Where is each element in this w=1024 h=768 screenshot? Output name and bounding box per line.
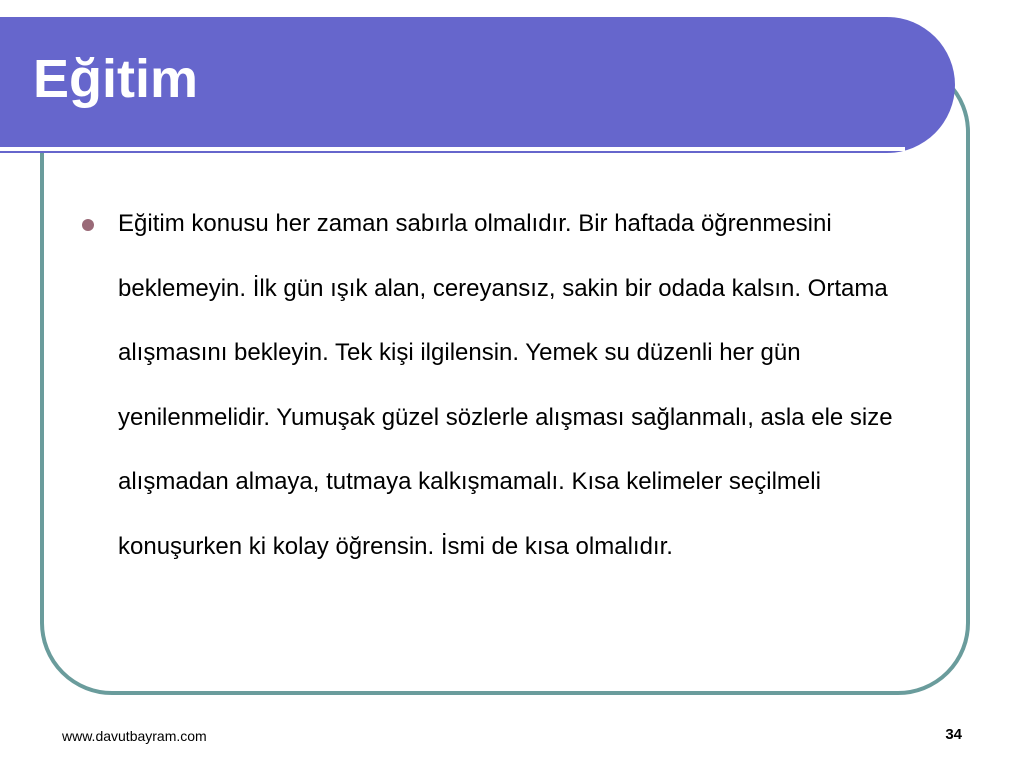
slide-title: Eğitim <box>33 49 199 109</box>
footer-url: www.davutbayram.com <box>62 728 207 744</box>
page-number: 34 <box>945 726 962 743</box>
title-underline <box>0 147 905 151</box>
bullet-item <box>80 192 940 579</box>
bullet-text: Eğitim konusu her zaman sabırla olmalıdır. Bir haftada öğrenmesini beklemeyin. İlk gün ışık alan, cereyansız, sakin bir odada kalsın. Ortama alışmasını bekleyin. Tek kişi ilgilensin. Yemek su düzenli her gün yenilenmelidir. Yumuşak güzel sözlerle alışması sağlanmalı, asla ele size alışmadan almaya, tutmaya kalkışmamalı. Kısa kelimeler seçilmeli konuşurken ki kolay öğrensin. İsmi de kısa olmalıdır. <box>118 210 893 560</box>
bullet-list <box>80 192 940 579</box>
bullet-dot-icon <box>82 219 94 231</box>
